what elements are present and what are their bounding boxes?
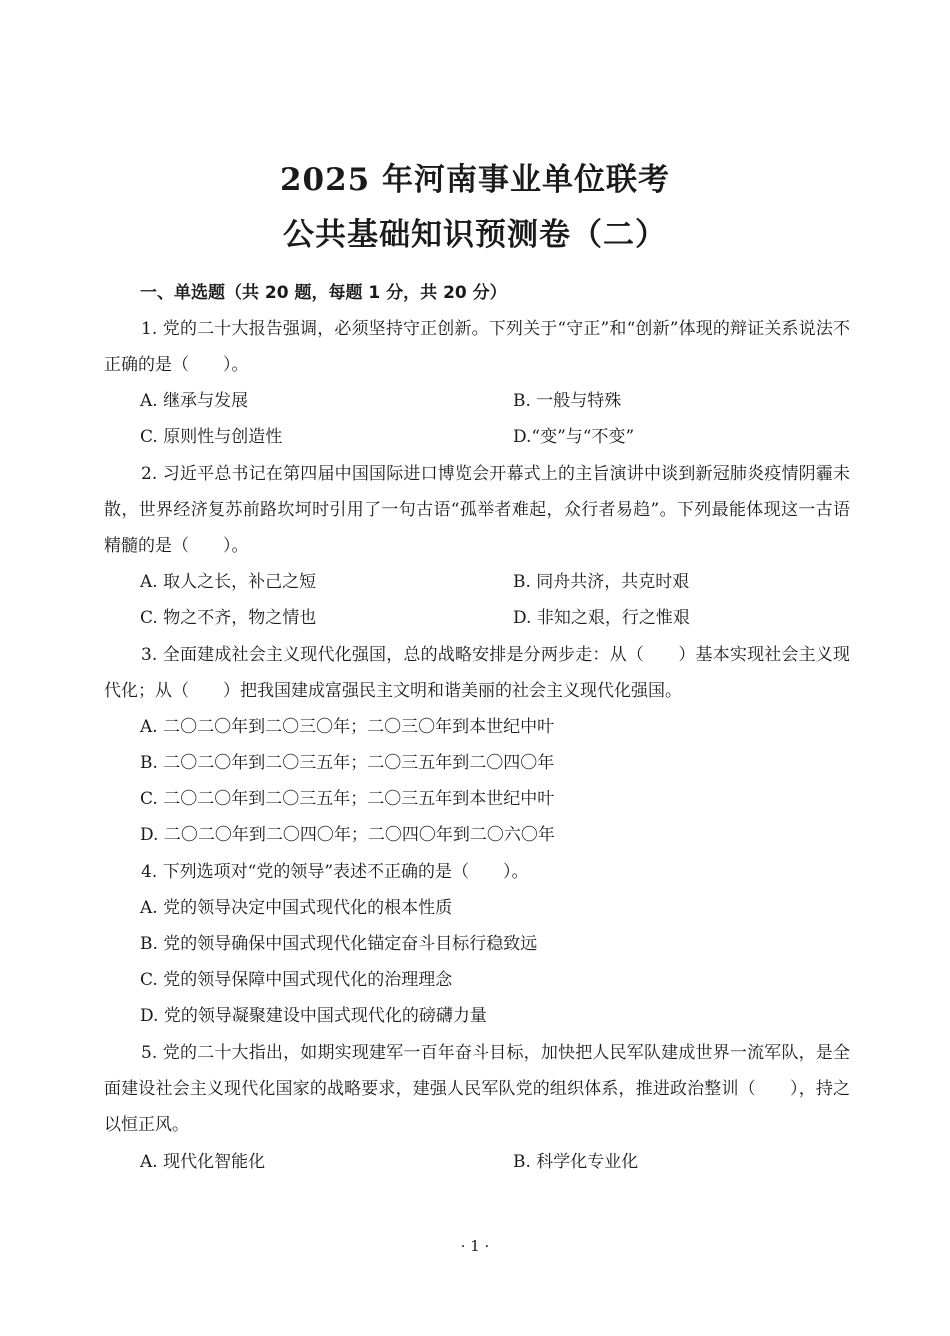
question-3-option-d: D. 二〇二〇年到二〇四〇年；二〇四〇年到二〇六〇年: [140, 825, 555, 845]
question-2-option-d: D. 非知之艰，行之惟艰: [513, 608, 690, 628]
question-5-option-a: A. 现代化智能化: [140, 1152, 266, 1172]
question-1-option-c: C. 原则性与创造性: [140, 427, 283, 447]
question-2-option-c: C. 物之不齐，物之情也: [140, 608, 317, 628]
question-5-stem: 5. 党的二十大指出，如期实现建军一百年奋斗目标，加快把人民军队建成世界一流军队，是全面建设社会主义现代化国家的战略要求，建强人民军队党的组织体系，推进政治整训（ ），持之以恒正风。: [104, 1043, 850, 1135]
section-heading: 一、单选题（共 20 题，每题 1 分，共 20 分）: [140, 283, 507, 303]
question-4-option-d: D. 党的领导凝聚建设中国式现代化的磅礴力量: [140, 1006, 487, 1026]
question-2-option-b: B. 同舟共济，共克时艰: [513, 572, 690, 592]
question-1-option-b: B. 一般与特殊: [513, 391, 622, 411]
exam-subtitle: 公共基础知识预测卷（二）: [283, 217, 667, 253]
question-3-option-c: C. 二〇二〇年到二〇三五年；二〇三五年到本世纪中叶: [140, 789, 555, 809]
question-4-stem: 4. 下列选项对“党的领导”表述不正确的是（ ）。: [141, 862, 529, 882]
question-3-option-a: A. 二〇二〇年到二〇三〇年；二〇三〇年到本世纪中叶: [140, 717, 555, 737]
question-1-option-a: A. 继承与发展: [140, 391, 249, 411]
question-2-stem: 2. 习近平总书记在第四届中国国际进口博览会开幕式上的主旨演讲中谈到新冠肺炎疫情阴霾未散，世界经济复苏前路坎坷时引用了一句古语“孤举者难起，众行者易趋”。下列最能体现这一古语精髓的是（ ）。: [104, 464, 850, 556]
question-2-option-a: A. 取人之长，补己之短: [140, 572, 317, 592]
question-3-option-b: B. 二〇二〇年到二〇三五年；二〇三五年到二〇四〇年: [140, 753, 555, 773]
question-4-option-a: A. 党的领导决定中国式现代化的根本性质: [140, 898, 453, 918]
exam-title: 2025 年河南事业单位联考: [279, 162, 671, 198]
question-5-option-b: B. 科学化专业化: [513, 1152, 639, 1172]
question-4-option-c: C. 党的领导保障中国式现代化的治理理念: [140, 970, 453, 990]
page-number: · 1 ·: [460, 1237, 490, 1255]
question-1-option-d: D.“变”与“不变”: [513, 427, 635, 447]
question-4-option-b: B. 党的领导确保中国式现代化锚定奋斗目标行稳致远: [140, 934, 538, 954]
question-3-stem: 3. 全面建成社会主义现代化强国，总的战略安排是分两步走：从（ ）基本实现社会主义现代化；从（ ）把我国建成富强民主文明和谐美丽的社会主义现代化强国。: [104, 645, 850, 701]
question-1-stem: 1. 党的二十大报告强调，必须坚持守正创新。下列关于“守正”和“创新”体现的辩证关系说法不正确的是（ ）。: [104, 319, 850, 375]
